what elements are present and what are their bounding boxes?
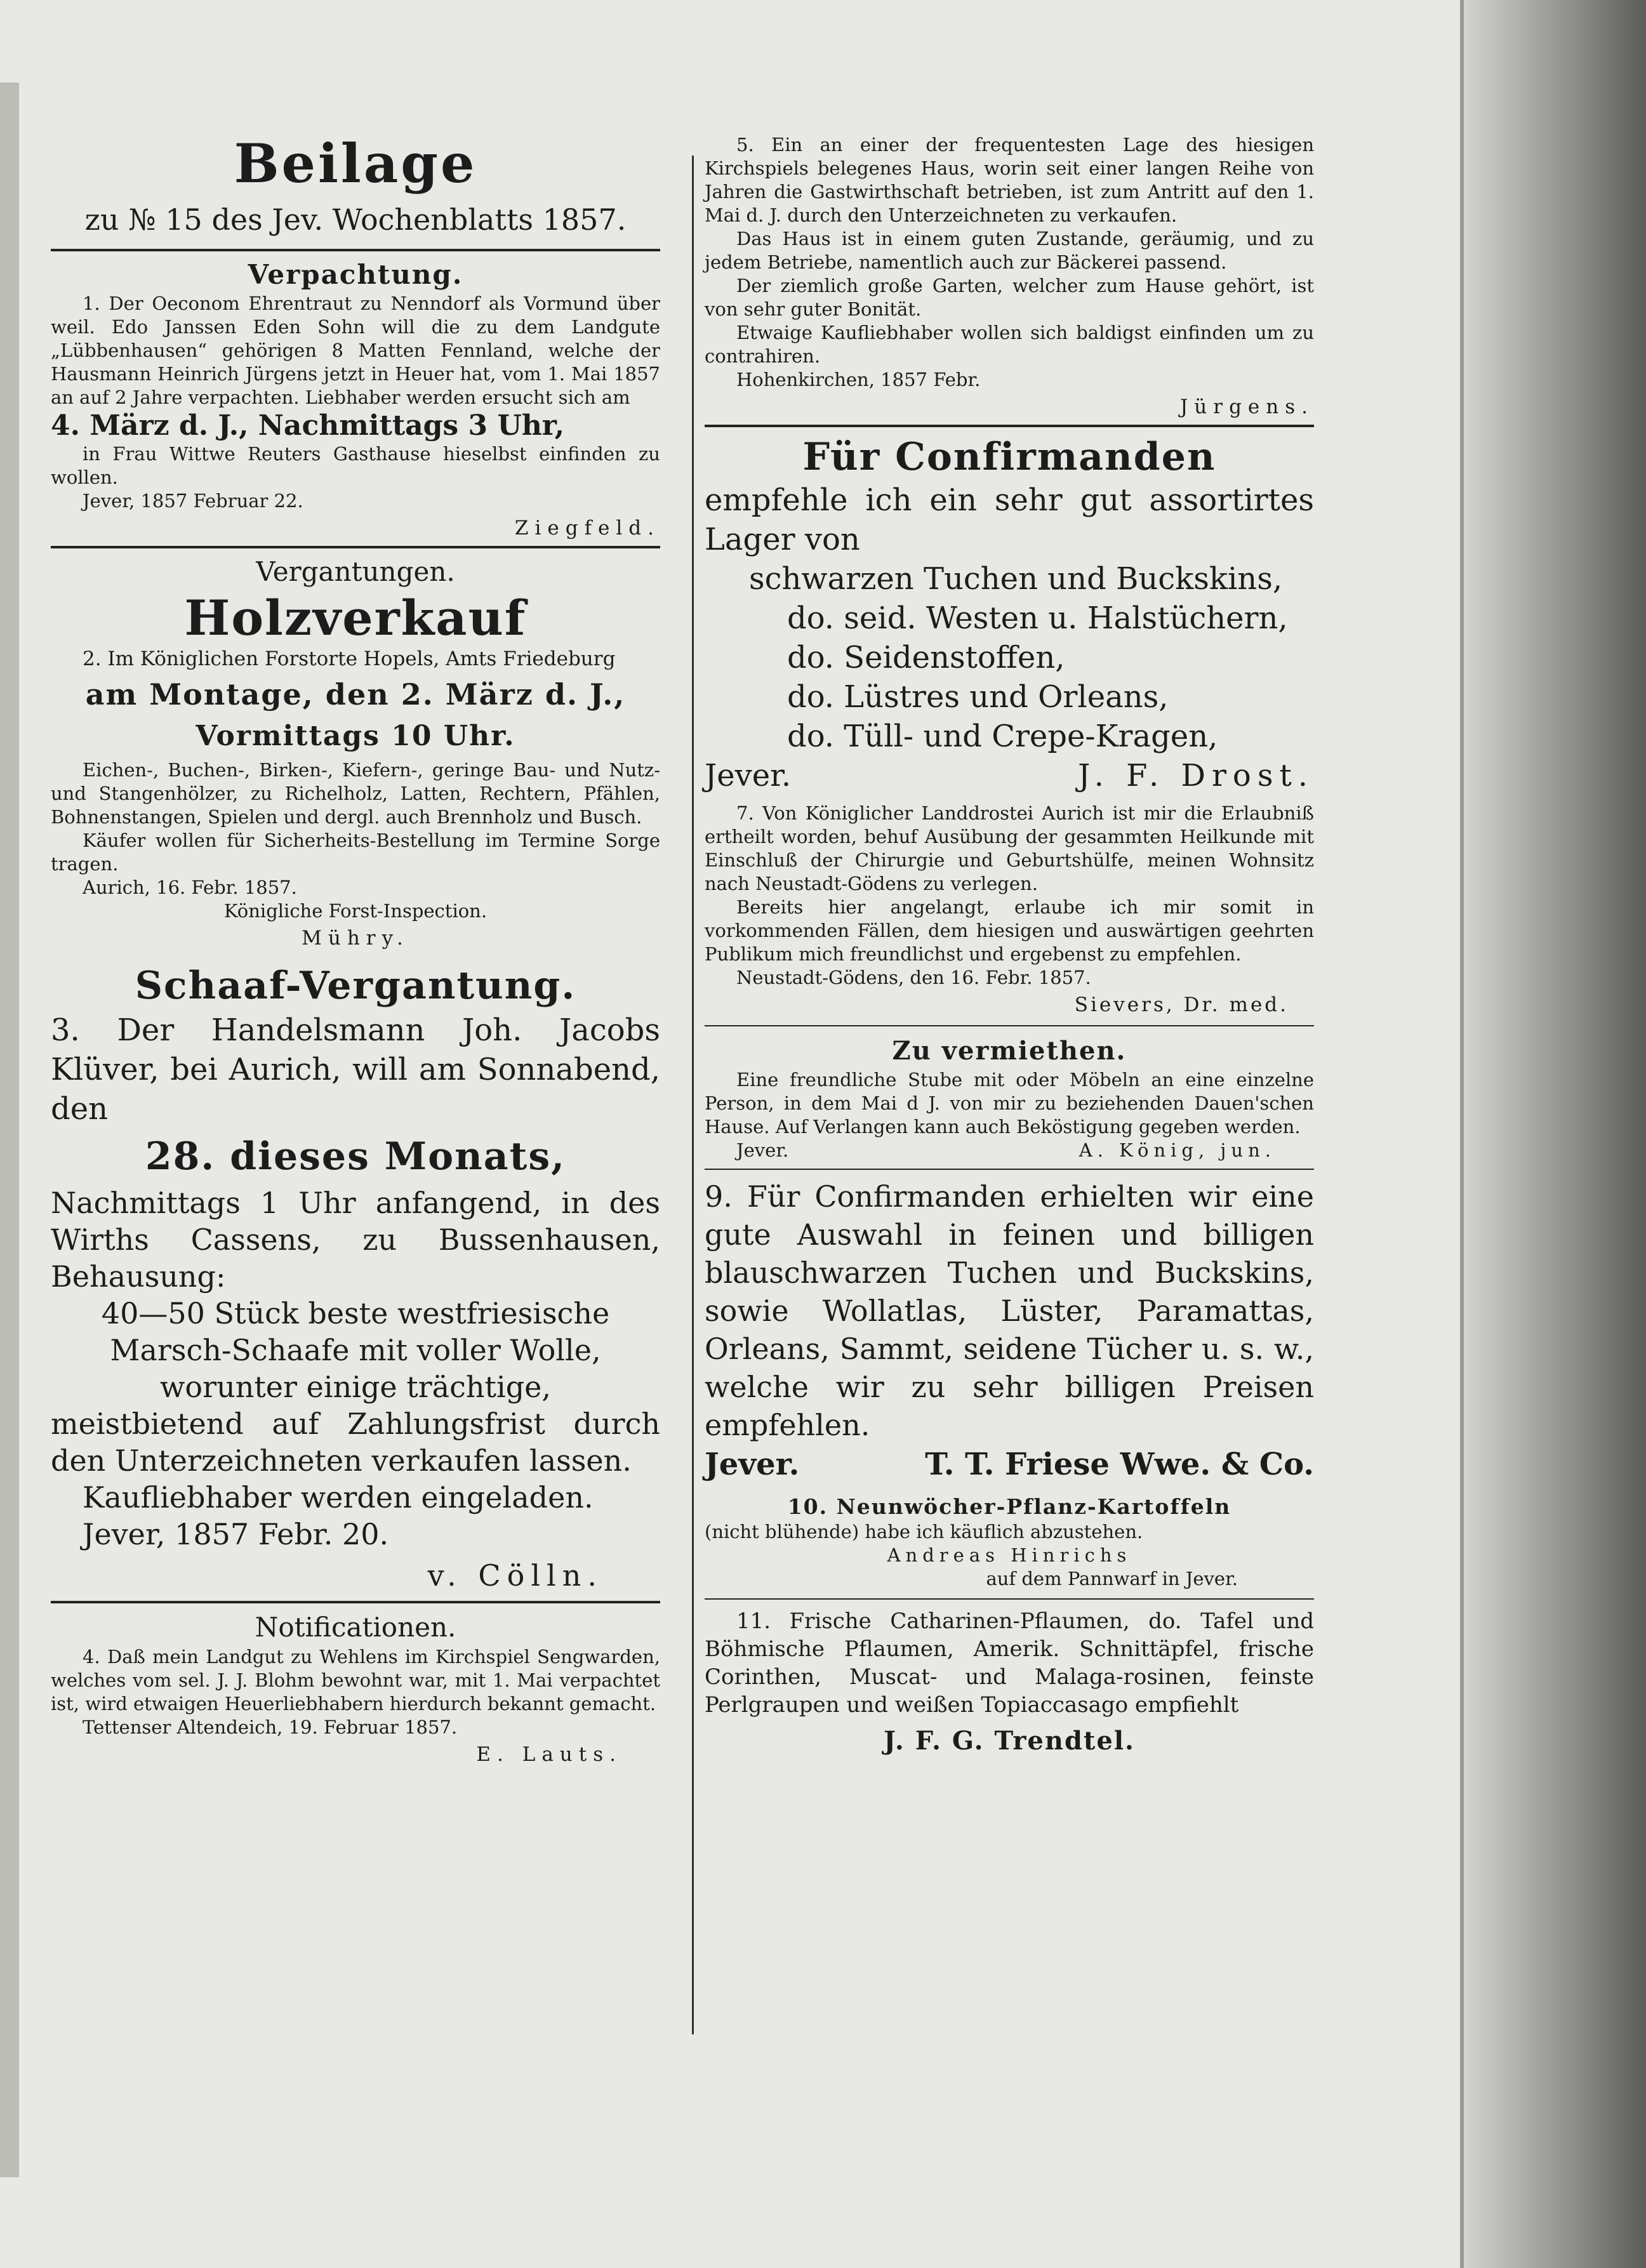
notice-text: (nicht blühende) habe ich käuflich abzustehen.	[705, 1521, 1143, 1542]
list-item: do. Seidenstoffen,	[787, 640, 1065, 675]
notice-place: Jever.	[705, 1447, 800, 1482]
page-edge-shadow	[0, 83, 19, 2177]
section-heading: Verpachtung.	[248, 259, 463, 290]
haus-notice	[705, 133, 1314, 418]
notice-text: 3. Der Handelsmann Joh. Jacobs Klüver, bei Aurich, will am Sonnabend, den	[51, 1012, 660, 1127]
notice-address: auf dem Pannwarf in Jever.	[986, 1568, 1238, 1589]
auction-date: 28. dieses Monats,	[145, 1134, 566, 1179]
notice-signature: Mühry.	[302, 927, 409, 950]
confirmanden2-notice	[705, 1177, 1314, 1485]
notice-signature: Jürgens.	[1179, 395, 1314, 418]
notice-place: Aurich, 16. Febr. 1857.	[83, 877, 297, 898]
notice-place: Jever, 1857 Febr. 20.	[83, 1517, 389, 1551]
notice-place: Tettenser Altendeich, 19. Februar 1857.	[83, 1716, 458, 1738]
notice-text: in Frau Wittwe Reuters Gasthause hieselbst einfinden zu wollen.	[51, 443, 660, 488]
notice-text: empfehle ich ein sehr gut assortirtes Lager von	[705, 482, 1314, 557]
notice-text: Kaufliebhaber werden eingeladen.	[83, 1480, 594, 1515]
section-heading: 10. Neunwöcher-Pflanz-Kartoffeln	[787, 1494, 1231, 1519]
right-column	[705, 133, 1314, 1758]
vergantungen-notice	[51, 555, 660, 950]
notice-authority: Königliche Forst-Inspection.	[223, 900, 488, 922]
notice-place: Jever, 1857 Februar 22.	[83, 490, 303, 512]
kartoffeln-notice	[705, 1494, 1314, 1591]
notice-footer	[705, 1444, 1314, 1485]
verpachtung-notice	[51, 258, 660, 540]
notice-text: Der ziemlich große Garten, welcher zum Hause gehört, ist von sehr guter Bonität.	[705, 275, 1314, 320]
confirmanden-list	[705, 559, 1314, 756]
binding-edge	[1460, 0, 1464, 2268]
notice-text: 7. Von Königlicher Landdrostei Aurich ist mir die Erlaubniß ertheilt worden, behuf Ausübung der gesammten Heilkunde mit Einschluß der Chirurgie und Geburtshülfe, meinen Wohnsitz nach Neustadt-Gödens zu verlegen.	[705, 802, 1314, 894]
divider	[51, 546, 660, 548]
notice-text: Käufer wollen für Sicherheits-Bestellung im Termine Sorge tragen.	[51, 830, 660, 875]
section-heading: Vergantungen.	[256, 556, 455, 587]
book-binding	[1460, 0, 1646, 2268]
notice-place: Jever.	[705, 758, 792, 793]
confirmanden-notice	[705, 434, 1314, 795]
notice-text: 4. Daß mein Landgut zu Wehlens im Kirchspiel Sengwarden, welches vom sel. J. J. Blohm bewohnt war, mit 1. Mai verpachtet ist, wird etwaigen Heuerliebhabern hierdurch bekannt gemacht.	[51, 1646, 660, 1714]
notice-text: 11. Frische Catharinen-Pflaumen, do. Tafel und Böhmische Pflaumen, Amerik. Schnittäpfel, frische Corinthen, Muscat- und Malaga-rosinen, feinste Perlgraupen und weißen Topiaccasago empfiehlt	[705, 1608, 1314, 1718]
notice-place: Hohenkirchen, 1857 Febr.	[736, 369, 981, 390]
list-item: schwarzen Tuchen und Buckskins,	[749, 561, 1283, 597]
vermiethen-notice	[705, 1034, 1314, 1162]
divider	[705, 1025, 1314, 1026]
notice-text: Etwaige Kaufliebhaber wollen sich baldigst einfinden um zu contrahiren.	[705, 322, 1314, 367]
notice-text: meistbietend auf Zahlungsfrist durch den Unterzeichneten verkaufen lassen.	[51, 1407, 660, 1478]
notice-signature: J. F. Drost.	[1078, 758, 1314, 793]
supplement-subtitle: zu № 15 des Jev. Wochenblatts 1857.	[84, 202, 627, 237]
notice-text: 1. Der Oeconom Ehrentraut zu Nenndorf als Vormund über weil. Edo Janssen Eden Sohn will die zu dem Landgute „Lübbenhausen“ gehörigen 8 Matten Fennland, welche der Hausmann Heinrich Jürgens jetzt in Heuer hat, vom 1. Mai 1857 an auf 2 Jahre verpachten. Liebhaber werden ersucht sich am	[51, 293, 660, 408]
supplement-title: Beilage	[234, 132, 477, 195]
holzverkauf-title: Holzverkauf	[184, 590, 527, 646]
notice-footer	[705, 756, 1314, 795]
auction-date: am Montage, den 2. März d. J.,	[85, 677, 626, 712]
schaaf-title: Schaaf-Vergantung.	[135, 964, 576, 1008]
schaaf-vergantung-notice	[51, 961, 660, 1595]
list-item: do. seid. Westen u. Halstüchern,	[787, 600, 1288, 636]
list-item: do. Lüstres und Orleans,	[787, 679, 1169, 715]
column-divider	[692, 156, 694, 2034]
notice-signature: Andreas Hinrichs	[887, 1544, 1132, 1566]
divider	[51, 249, 660, 251]
notice-signature: A. König, jun.	[1079, 1139, 1276, 1161]
divider	[51, 1601, 660, 1603]
notice-footer	[705, 1139, 1314, 1162]
notificationen-notice	[51, 1610, 660, 1766]
divider	[705, 1598, 1314, 1600]
notice-text: 5. Ein an einer der frequentesten Lage des hiesigen Kirchspiels belegenes Haus, worin seit einer langen Reihe von Jahren die Gastwirthschaft betrieben, ist zum Antritt auf den 1. Mai d. J. durch den Unterzeichneten zu verkaufen.	[705, 134, 1314, 226]
notice-text: Eichen-, Buchen-, Birken-, Kiefern-, geringe Bau- und Nutz- und Stangenhölzer, zu Richelholz, Latten, Rechtern, Pfählen, Bohnenstangen, Spielen und dergl. auch Brennholz und Busch.	[51, 759, 660, 828]
section-heading: Notificationen.	[255, 1612, 456, 1643]
notice-date: 4. März d. J., Nachmittags 3 Uhr,	[51, 409, 565, 442]
notice-place: Jever.	[736, 1139, 789, 1161]
left-column	[51, 133, 660, 1766]
arzt-notice	[705, 802, 1314, 1016]
notice-place: Neustadt-Gödens, den 16. Febr. 1857.	[736, 967, 1091, 988]
notice-signature: v. Cölln.	[427, 1558, 603, 1593]
notice-text: 9. Für Confirmanden erhielten wir eine gute Auswahl in feinen und billigen blauschwarzen Tuchen und Buckskins, sowie Wollatlas, Lüster, Paramattas, Orleans, Sammt, seidene Tücher u. s. w., welche wir zu sehr billigen Preisen empfehlen.	[705, 1179, 1314, 1442]
notice-signature: Ziegfeld.	[514, 517, 660, 540]
notice-text: Bereits hier angelangt, erlaube ich mir somit in vorkommenden Fällen, dem hiesigen und auswärtigen geehrten Publikum mich freundlichst und ergebenst zu empfehlen.	[705, 896, 1314, 965]
notice-text: Nachmittags 1 Uhr anfangend, in des Wirths Cassens, zu Bussenhausen, Behausung:	[51, 1186, 660, 1294]
notice-signature: J. F. G. Trendtel.	[884, 1726, 1135, 1756]
notice-signature: Sievers, Dr. med.	[1074, 993, 1289, 1016]
section-heading: Zu vermiethen.	[892, 1036, 1127, 1066]
auction-time: Vormittags 10 Uhr.	[196, 720, 515, 752]
notice-text: 40—50 Stück beste westfriesische Marsch-Schaafe mit voller Wolle, worunter einige trächtige,	[101, 1296, 610, 1404]
notice-signature: E. Lauts.	[476, 1743, 622, 1766]
divider	[705, 1169, 1314, 1170]
list-item: do. Tüll- und Crepe-Kragen,	[787, 719, 1218, 754]
pflaumen-notice	[705, 1607, 1314, 1758]
notice-signature: T. T. Friese Wwe. & Co.	[925, 1447, 1314, 1482]
notice-text: Das Haus ist in einem guten Zustande, geräumig, und zu jedem Betriebe, namentlich auch zur Bäckerei passend.	[705, 228, 1314, 273]
notice-text: Eine freundliche Stube mit oder Möbeln an eine einzelne Person, in dem Mai d J. von mir zu beziehenden Dauen'schen Hause. Auf Verlangen kann auch Beköstigung gegeben werden.	[705, 1069, 1314, 1137]
divider	[705, 425, 1314, 427]
masthead	[51, 133, 660, 239]
confirmanden-title: Für Confirmanden	[802, 435, 1216, 479]
notice-text: 2. Im Königlichen Forstorte Hopels, Amts Friedeburg	[83, 647, 616, 670]
